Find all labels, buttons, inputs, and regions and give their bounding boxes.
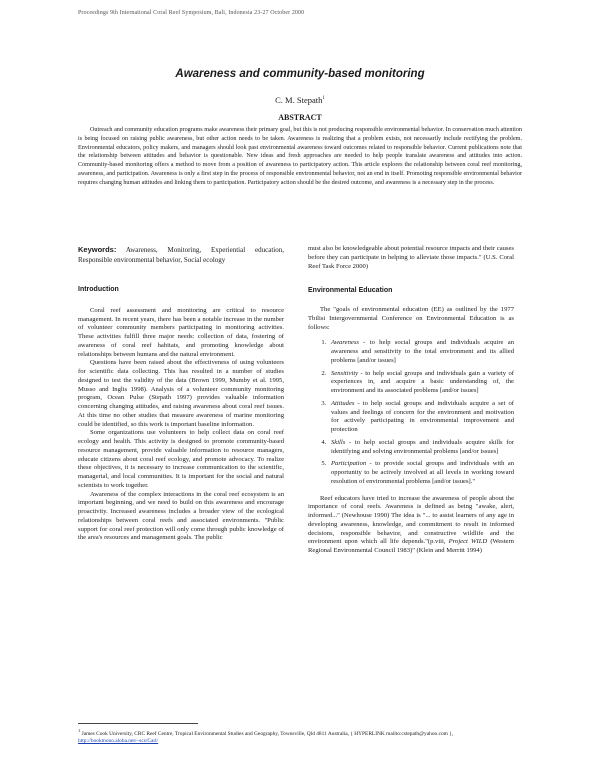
keywords-list: Awareness, Monitoring, Experiential education, Responsible environmental behavior, Social ecology: [78, 246, 284, 264]
footnote-link[interactable]: http://bookmono.aloha.net/~scs/Carl/: [78, 738, 159, 745]
environmental-education-heading: Environmental Education: [308, 287, 393, 295]
goal-term: Attitudes: [331, 399, 355, 407]
goal-term: Sensitivity: [331, 369, 359, 377]
intro-paragraph-2: Questions have been raised about the effectiveness of using volunteers for scientific data collecting. This has resulted in a number of studies designed to test the validity of the data (Brown 1999, Mumby et al. 1995, Musso and Inglis 1998). Analysis of a volunteer community monitoring program, Ocean Pulse (Stepath 1997) provides valuable information concerning changing attitudes, and raising awareness about coral reef issues. At this time no other studies that measure awareness of marine monitoring could be identified, so this work is important baseline information.: [78, 359, 284, 428]
list-item: [328, 400, 514, 435]
footnote-marker: 1: [78, 728, 81, 733]
list-item: [328, 439, 514, 457]
goal-term: Awareness: [331, 339, 359, 347]
abstract-heading: ABSTRACT: [278, 113, 322, 122]
list-item: [328, 339, 514, 365]
list-item: [328, 460, 514, 486]
goal-text: - to help social groups and individuals gain a variety of experiences in, and acquire a basic understanding of, the environment and its associated problems [and/or issues]: [331, 369, 514, 394]
ee-intro-paragraph: The "goals of environmental education (EE) as outlined by the 1977 Tbilisi Intergovernmental Conference on Environmental Education is as follows:: [308, 306, 514, 331]
author-name: C. M. Stepath: [275, 95, 323, 105]
goal-text: - to provide social groups and individuals with an opportunity to be actively involved at all levels in working toward resolution of environmental problems [and/or issues].": [331, 460, 514, 485]
footnote-text: James Cook University, CRC Reef Centre, Tropical Environmental Studies and Geography, Townsville, Qld 4811 Australia, { HYPERLINK mailto:cstepath@yahoo.com },: [80, 730, 454, 737]
abstract-text: Outreach and community education programs make awareness their primary goal, but this is not producing responsible environmental behavior. In conservation much attention is being focused on raising public awareness, but other action needs to be taken. Awareness is realizing that a problem exists, not necessarily include rectifying the problem. Environmental educators, policy makers, and managers should look past environmental awareness toward outcomes related to responsible behavior. Current publications note that the relationship between attitudes and behavior is questionable. New ideas and fresh approaches are needed to help people translate awareness and attitudes into action. Community-based monitoring offers a method to move from a position of awareness to participatory action. This article explores the relationship between coral reef monitoring, awareness, and participation. Awareness is only a first step in the process of responsible environmental behavior, not an end in itself. Promoting responsible environmental behavior requires changing human attitudes and linking them to participation. Participatory action should be the desired outcome, and awareness is a necessary step in the process.: [78, 127, 522, 186]
footnote-divider: [78, 723, 198, 724]
goal-text: - to help social groups and individuals acquire skills for identifying and solving environmental problems [and/or issues]: [331, 438, 514, 455]
intro-paragraph-3: Some organizations use volunteers to help collect data on coral reef ecology and health. This activity is designed to promote community-based resource management, provide valuable information to resource managers, educate citizens about coral reef ecology, and promote advocacy. To realize these objectives, it is necessary to increase communication to the scientific, managerial, and local communities. It is important for the social and natural scientists to work together.: [78, 429, 284, 489]
running-head: Proceedings 9th International Coral Reef Symposium, Bali, Indonesia 23-27 October 2000: [78, 10, 305, 16]
introduction-heading: Introduction: [78, 286, 119, 293]
left-column: [78, 286, 284, 543]
ee-goals-list: [308, 339, 514, 486]
keywords: [78, 245, 284, 265]
list-item: [328, 370, 514, 396]
closing-paragraph: [308, 495, 514, 556]
closing-text-start: Reef educators have tried to increase the awareness of people about the importance of coral reefs. Awareness is defined as being "awake, alert, informed..." (Newhouse 1990) The idea is "... to assist learners of any age in developing awareness, knowledge, and commitment to result in informed decisions, responsible behavior, and constructive wildlife and the environment upon which all life depends."(p.viii,: [308, 494, 514, 546]
closing-text-end: (Western Regional Environmental Council 1983)" (Klein and Merritt 1994): [308, 538, 514, 554]
goal-text: - to help social groups and individuals acquire a set of values and feelings of concern for the environment and motivation for actively participating in environmental improvement and protection: [331, 399, 514, 433]
footnote: [78, 727, 518, 746]
closing-italic-title: Project WILD: [448, 538, 488, 546]
intro-paragraph-1: Coral reef assessment and monitoring are critical to resource management. In recent years, there has been a notable increase in the number of volunteer community members participating in monitoring activities. These activities fulfill three major needs: collection of data, fostering of awareness of coral reef habitats, and promoting knowledge about relationships between humans and the natural environment.: [78, 306, 284, 358]
goal-term: Skills: [331, 438, 346, 446]
author-line: [0, 95, 600, 105]
paper-title: Awareness and community-based monitoring: [175, 68, 425, 80]
goal-term: Participation: [331, 460, 367, 468]
author-footnote-marker: 1: [322, 96, 325, 102]
right-column: [308, 245, 514, 556]
continued-paragraph: must also be knowledgeable about potential resource impacts and their causes before they can participate in helping to alleviate those impacts." (U.S. Coral Reef Task Force 2000): [308, 245, 514, 270]
keywords-label: Keywords:: [78, 245, 117, 254]
intro-paragraph-4: Awareness of the complex interactions in the coral reef ecosystem is an important beginning, and we need to build on this awareness and encourage proactivity. Increased awareness includes a broader view of the ecological relationships between coral reefs and associated environments. "Public support for coral reef protection will only come through public knowledge of the area's resources and management goals. The public: [78, 490, 284, 542]
goal-text: - to help social groups and individuals acquire an awareness and sensitivity to the total environment and its allied problems [and/or issues]: [331, 339, 514, 364]
